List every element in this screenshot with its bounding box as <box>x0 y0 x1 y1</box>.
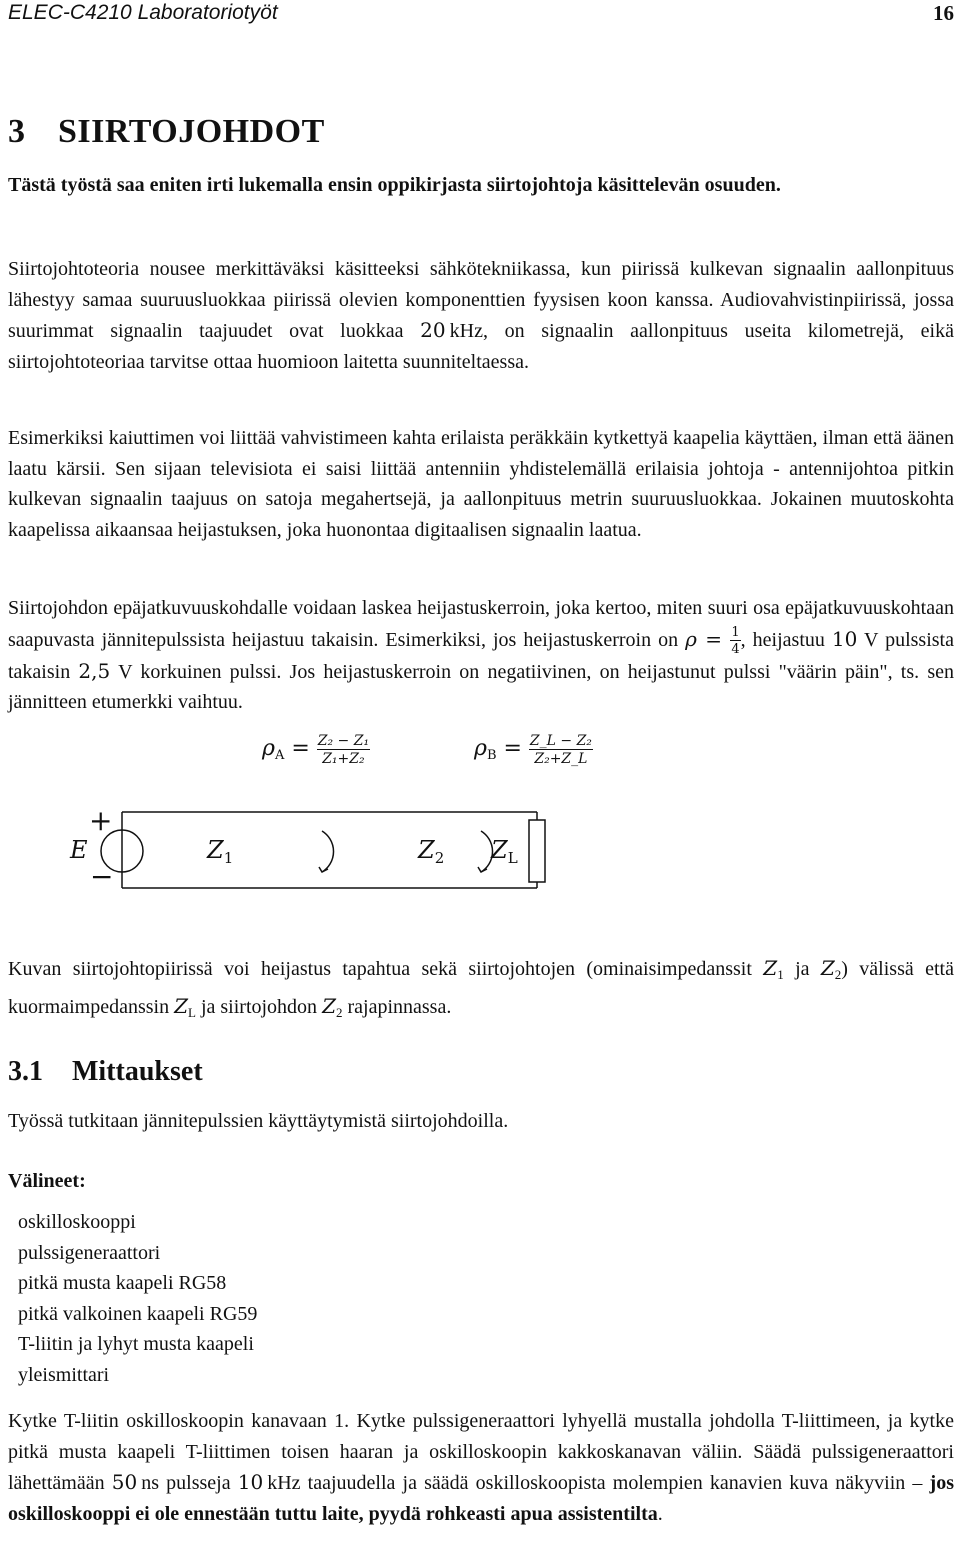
pulse-frequency-value: 10 <box>237 1470 264 1494</box>
caption-zl-sub: L <box>188 1004 196 1020</box>
source-minus-sign: − <box>90 860 114 893</box>
subsection-title: Mittaukset <box>72 1056 203 1087</box>
z1-subscript: 1 <box>223 849 234 867</box>
list-item: oskilloskooppi <box>18 1211 136 1233</box>
zl-letter: Z <box>491 836 508 864</box>
p5-text-b: pulsseja <box>159 1472 238 1494</box>
p1-frequency-unit: kHz <box>449 320 483 342</box>
paragraph-setup-instructions <box>8 1406 954 1529</box>
zl-subscript: L <box>507 849 518 867</box>
caption-text-b: ja <box>783 958 821 980</box>
z2-letter: Z <box>418 836 435 864</box>
transmission-line-circuit-diagram <box>0 800 960 910</box>
equipment-list <box>18 1207 257 1390</box>
p3-text-d: V korkuinen pulssi. Jos heijastuskerroin on negatiivinen, on heijastunut pulssi "väärin päin", ts. sen jännitteen etumerkki vaihtuu. <box>8 660 954 714</box>
p3-text-b: , heijastuu <box>740 628 832 651</box>
caption-z2b-sub: 2 <box>335 1004 343 1020</box>
p5-bold-warning: jos oskilloskooppi ei ole ennestään tuttu laite, pyydä rohkeasti apua assistentilta <box>8 1472 954 1525</box>
p1-text-a: Siirtojohtoteoria nousee merkittäväksi käsitteeksi sähkötekniikassa, kun piirissä kulkevan signaalin aallonpituus lähestyy samaa suuruusluokkaa piirissä olevien komponenttien fyysisen koon kanssa. Audiovahvistinpiirissä, jossa suurimmat signaalin taajuudet ovat luokkaa <box>8 258 954 342</box>
p1-frequency-value: 20 <box>420 318 446 342</box>
pulse-width-unit: ns <box>141 1472 160 1494</box>
fraction-numerator: 1 <box>731 624 740 640</box>
list-item: T-liitin ja lyhyt musta kaapeli <box>18 1333 254 1355</box>
pulse-voltage: 10 <box>831 626 858 651</box>
intro-paragraph: Tästä työstä saa eniten irti lukemalla ensin oppikirjasta siirtojohtoja käsittelevän osuuden. <box>8 174 781 196</box>
list-item: yleismittari <box>18 1363 110 1386</box>
paragraph-transmission-theory <box>8 254 954 377</box>
caption-text-c: ) välissä että kuormaimpedanssin <box>8 958 954 1018</box>
caption-z1: Z <box>763 956 778 980</box>
caption-z2b: Z <box>322 993 336 1018</box>
paragraph-cable-example: Esimerkiksi kaiuttimen voi liittää vahvistimeen kahta erilaista peräkkäin kytkettyä kaapelia käyttäen, ilman että äänen laatu kärsii. Sen sijaan televisiota ei saisi liittää antenniin yhdistelemällä erilaisia johtoja - antennijohtoa pitkin kulkevan signaalin taajuus on satoja megahertsejä, ja aallonpituus metrin suuruusluokkaa. Jokainen muutoskohta kaapelissa aikaansaa heijastuksen, joka huonontaa digitaalisen signaalin laatua. <box>8 427 954 541</box>
list-item: pitkä musta kaapeli RG58 <box>18 1272 227 1294</box>
pulse-frequency-unit: kHz <box>267 1472 301 1494</box>
formula-a-numerator: Z₂ − Z₁ <box>317 732 370 749</box>
caption-z2: Z <box>820 956 835 980</box>
formula-b-rho: ρ <box>474 736 487 761</box>
section-title: SIIRTOJOHDOT <box>58 113 325 150</box>
caption-text-d: ja siirtojohdon <box>195 995 323 1018</box>
p5-text-c: taajuudella ja säädä oskilloskoopista molempien kanavien kuva näkyviin – <box>300 1472 930 1494</box>
fraction-one-quarter <box>730 626 740 656</box>
paragraph-reflection-coefficient <box>8 593 954 718</box>
formula-a-subscript: A <box>274 748 285 763</box>
formula-b-fraction <box>529 734 593 766</box>
z1-letter: Z <box>207 836 224 864</box>
formula-a-fraction <box>317 734 370 766</box>
page-number: 16 <box>933 1 954 25</box>
running-header-course: ELEC-C4210 Laboratoriotyöt <box>8 1 278 24</box>
z2-subscript: 2 <box>434 849 445 867</box>
subsection-number: 3.1 <box>8 1056 43 1087</box>
section-heading <box>8 112 325 152</box>
caption-zl: Z <box>174 993 188 1018</box>
list-item: pitkä valkoinen kaapeli RG59 <box>18 1302 258 1325</box>
caption-text-e: rajapinnassa. <box>342 995 452 1018</box>
p1-text-b: , on signaalin aallonpituus useita kilometrejä, eikä siirtojohtoteoriaa tarvitse ottaa huomioon laitetta suunniteltaessa. <box>8 320 954 373</box>
z1-label <box>207 836 233 867</box>
caption-z1-sub: 1 <box>777 967 784 982</box>
figure-caption <box>8 953 954 1028</box>
formula-a-equals: = <box>284 736 317 761</box>
section-number: 3 <box>8 113 26 150</box>
source-label: E <box>70 836 88 864</box>
reflection-arrow-a <box>322 831 334 872</box>
formula-b-denominator: Z₂+Z_L <box>534 750 588 767</box>
zl-label <box>491 836 518 867</box>
rho-symbol: ρ = <box>685 626 731 651</box>
p3-text-c: V pulssista takaisin <box>8 628 954 683</box>
caption-z2-sub: 2 <box>834 967 842 982</box>
z2-label <box>418 836 444 867</box>
load-resistor <box>529 820 545 882</box>
list-item: pulssigeneraattori <box>18 1241 161 1264</box>
p3-text-a: Siirtojohdon epäjatkuvuuskohdalle voidaan laskea heijastuskerroin, joka kertoo, miten suuri osa epäjatkuvuuskohtaan saapuvasta jännitepulssista heijastuu takaisin. Esimerkiksi, jos heijastuskerroin on <box>8 597 954 651</box>
fraction-denominator: 4 <box>731 641 740 657</box>
formula-a-denominator: Z₁+Z₂ <box>322 750 365 767</box>
pulse-width-value: 50 <box>111 1470 138 1494</box>
formula-a-rho: ρ <box>262 736 275 761</box>
reflected-voltage: 2,5 <box>78 658 111 683</box>
formula-b-numerator: Z_L − Z₂ <box>529 732 592 749</box>
p5-end: . <box>657 1502 663 1525</box>
equipment-heading: Välineet: <box>8 1170 86 1192</box>
p5-text-a: Kytke T-liitin oskilloskoopin kanavaan 1. Kytke pulssigeneraattori lyhyellä mustalla johdolla T-liittimeen, ja kytke pitkä musta kaapeli T-liittimen toisen haaran ja oskilloskoopin kakkoskanavan väliin. Säädä pulssigeneraattori lähettämään <box>8 1410 954 1494</box>
formula-rho-a <box>262 728 370 776</box>
formula-rho-b <box>474 728 593 776</box>
caption-text-a: Kuvan siirtojohtopiirissä voi heijastus tapahtua sekä siirtojohtojen (ominaisimpedanssit <box>8 958 764 980</box>
paragraph-measurements-intro: Työssä tutkitaan jännitepulssien käyttäytymistä siirtojohdoilla. <box>8 1110 509 1132</box>
source-plus-sign: + <box>89 804 113 837</box>
formula-b-subscript: B <box>486 748 497 763</box>
subsection-heading <box>8 1055 203 1089</box>
formula-b-equals: = <box>496 736 529 761</box>
